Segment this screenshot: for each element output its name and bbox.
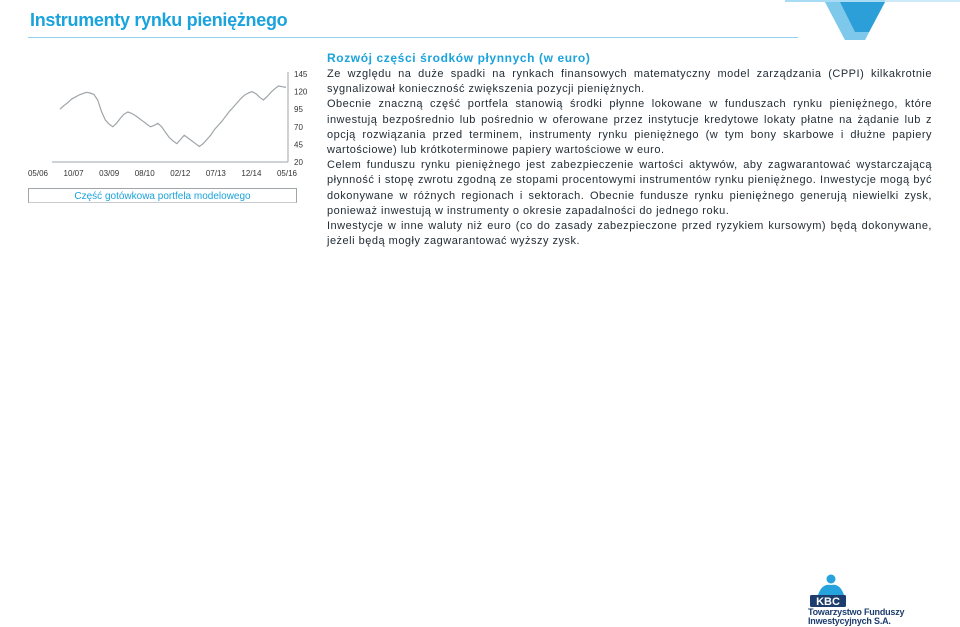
x-tick-label: 05/16: [276, 169, 298, 178]
x-tick-label: 05/06: [27, 169, 49, 178]
paragraph: Inwestycje w inne waluty niż euro (co do zasady zabezpieczone przed ryzykiem kursowym) będą dokonywane, jeżeli będą mogły zagwarantować wyższy zysk.: [327, 220, 932, 248]
x-tick-label: 12/14: [241, 169, 262, 178]
y-tick-label: 20: [294, 158, 303, 167]
y-tick-label: 95: [294, 105, 303, 115]
title-rule: [28, 37, 798, 38]
corner-ribbon-decoration: [785, 0, 960, 40]
logo-figure-icon: [818, 585, 844, 595]
x-tick-label: 07/13: [205, 169, 226, 178]
x-tick-label: 10/07: [63, 169, 84, 178]
logo-line-1: Towarzystwo Funduszy: [808, 607, 905, 617]
y-tick-label: 45: [294, 140, 303, 150]
y-tick-label: 120: [294, 87, 308, 97]
paragraph: Ze względu na duże spadki na rynkach finansowych matematyczny model zarządzania (CPPI) kilkakrotnie sygnalizował konieczność zwiększenia pozycji pieniężnych.: [327, 68, 932, 96]
series-line: [60, 86, 286, 147]
section-heading: Rozwój części środków płynnych (w euro): [327, 51, 591, 65]
logo-line-2: Inwestycyjnych S.A.: [808, 616, 891, 626]
x-tick-label: 02/12: [170, 169, 191, 178]
chart-caption: Część gotówkowa portfela modelowego: [28, 188, 297, 203]
logo-brand-text: KBC: [816, 596, 840, 608]
y-tick-label: 145: [294, 70, 308, 79]
y-tick-label: 70: [294, 122, 303, 132]
logo-head-icon: [827, 575, 836, 584]
x-tick-label: 08/10: [134, 169, 155, 178]
x-tick-label: 03/09: [99, 169, 120, 178]
paragraph: Obecnie znaczną część portfela stanowią środki płynne lokowane w funduszach rynku pieniężnego, które inwestują bezpośrednio lub pośrednio w oferowane przez instytucje kredytowe lokaty płatne na żądanie lub z opcją rozwiązania przed terminem, instrumenty rynku pieniężnego (w tym bony skarbowe i dłużne papiery wartościowe) lub krótkoterminowe papiery wartościowe w euro.: [327, 98, 932, 157]
logo-company-name: [808, 608, 908, 626]
paragraph: Celem funduszu rynku pieniężnego jest zabezpieczenie wartości aktywów, aby zagwarantować wystarczającą płynność i stopę zwrotu zgodną ze stopami procentowymi instrumentów rynku pieniężnego. Inwestycje mogą być dokonywane w różnych regionach i sektorach. Obecnie fundusze rynku pieniężnego generują niewielki zysk, ponieważ inwestują w instrumenty o okresie zapadalności do jednego roku.: [327, 159, 932, 217]
page-title: Instrumenty rynku pieniężnego: [30, 10, 288, 30]
text-column: [327, 50, 932, 249]
